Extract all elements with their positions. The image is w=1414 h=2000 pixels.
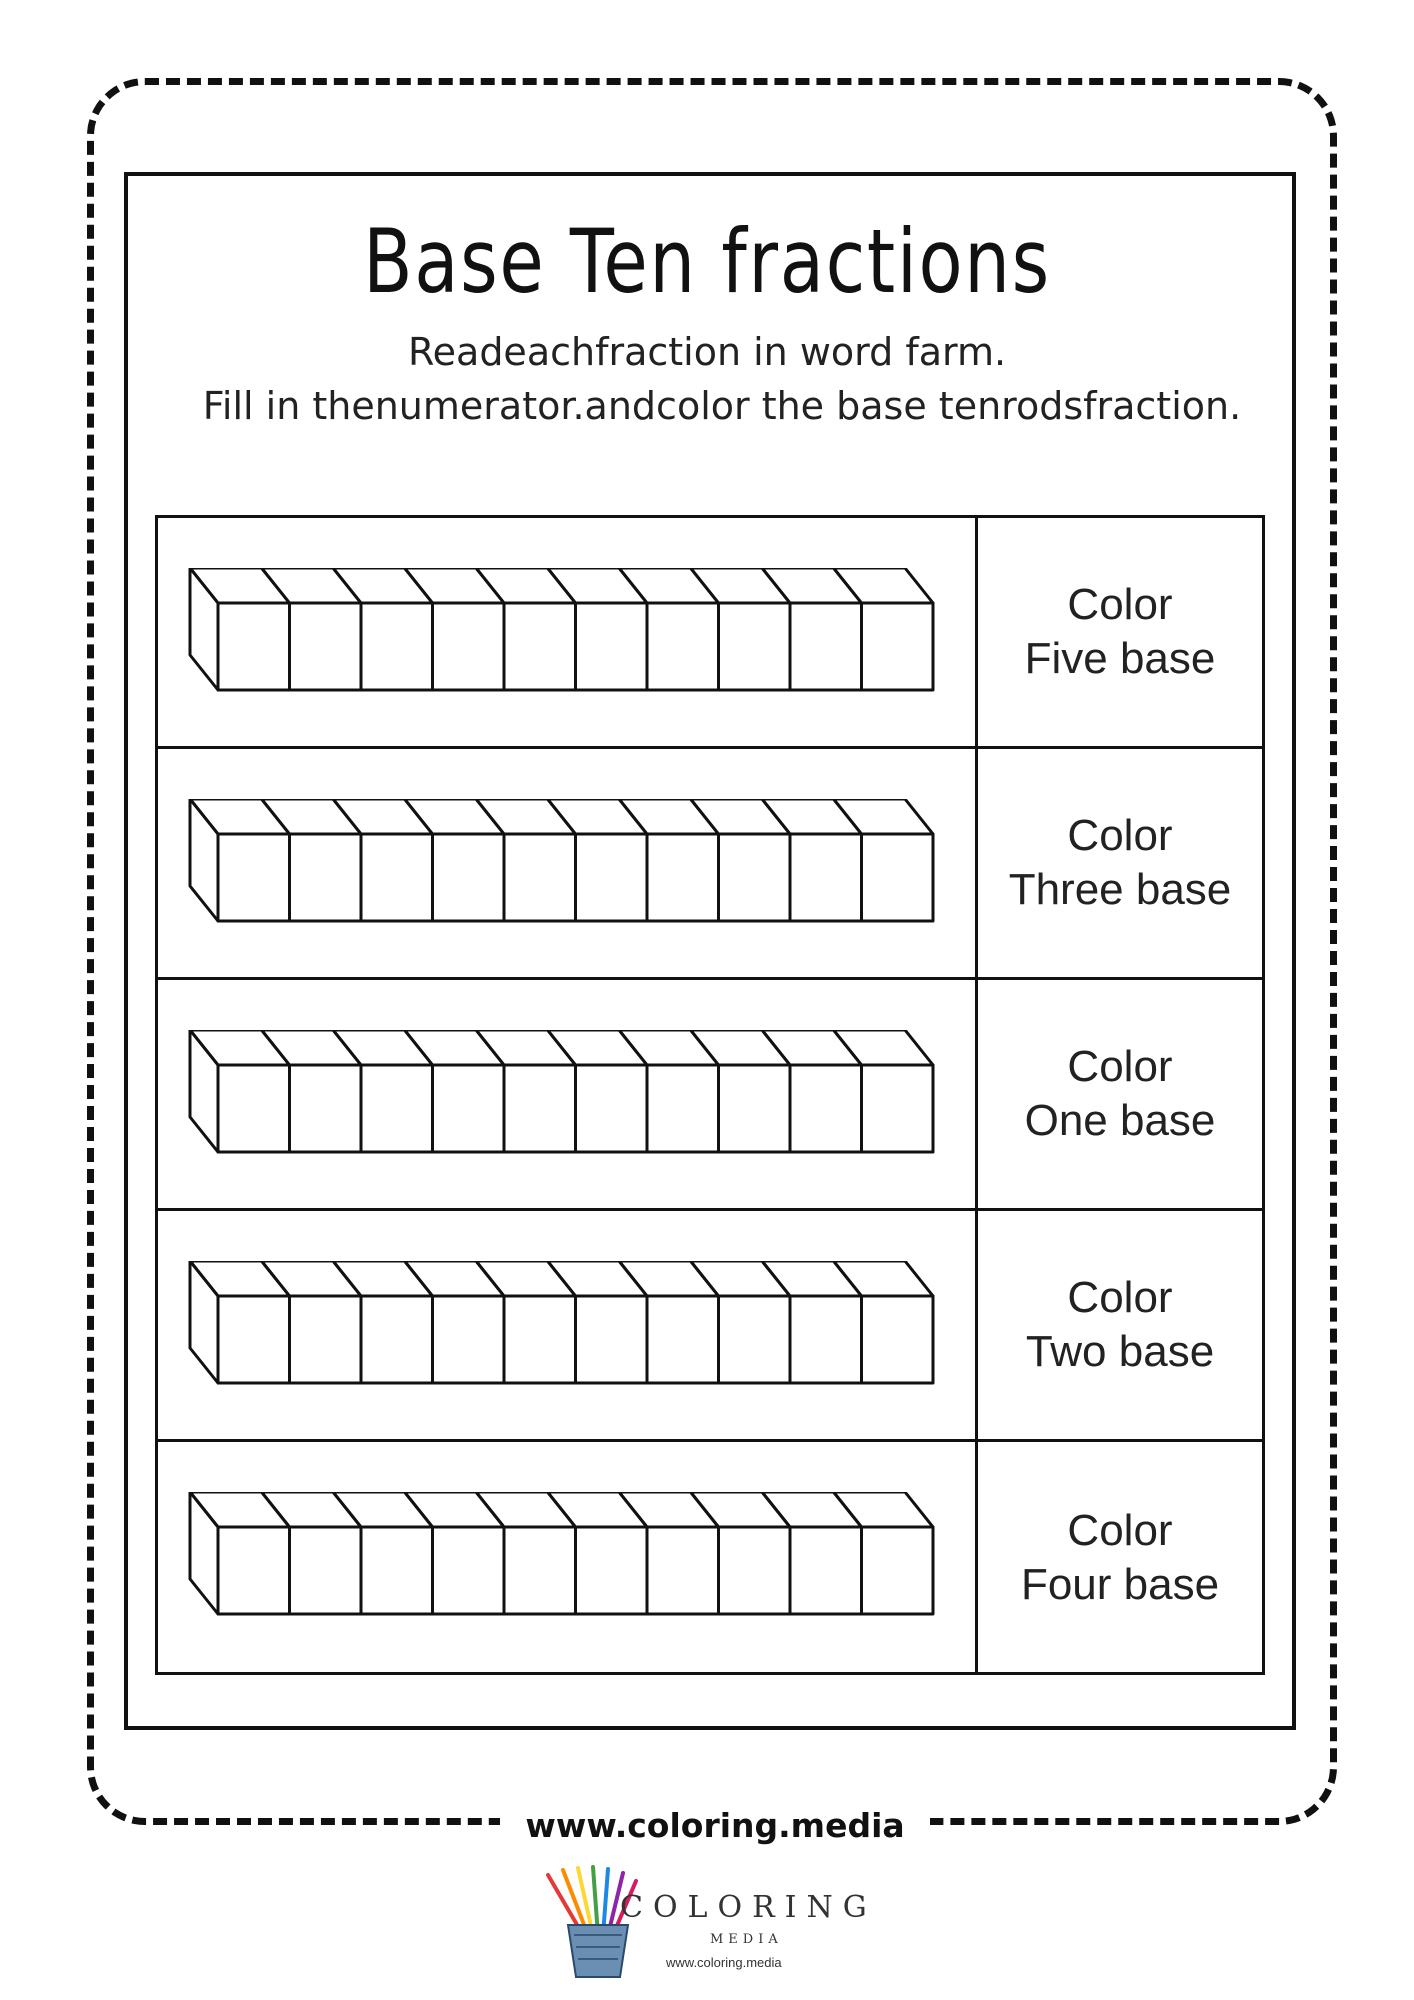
rod-cube-front[interactable]: [504, 1296, 576, 1383]
instruction-cell: [978, 1211, 1262, 1439]
table-row: [158, 1211, 1262, 1442]
instruction-line-1: Readeachfraction in word farm.: [407, 330, 1007, 374]
rod-cube-front[interactable]: [290, 834, 362, 921]
rod-cell: [158, 1442, 978, 1673]
rod-side-face[interactable]: [190, 1030, 218, 1152]
base-ten-rod[interactable]: [188, 799, 948, 924]
rod-side-face[interactable]: [190, 1261, 218, 1383]
rod-cube-front[interactable]: [647, 834, 719, 921]
rod-cell: [158, 980, 978, 1208]
rod-side-face[interactable]: [190, 1492, 218, 1614]
rod-cube-front[interactable]: [433, 1296, 505, 1383]
logo-wordmark: COLORING: [620, 1890, 877, 1925]
rod-cube-front[interactable]: [647, 1296, 719, 1383]
rod-cell: [158, 518, 978, 746]
table-row: [158, 980, 1262, 1211]
rod-cube-front[interactable]: [647, 1065, 719, 1152]
rod-cube-front[interactable]: [290, 1296, 362, 1383]
rod-cube-front[interactable]: [290, 1065, 362, 1152]
base-ten-rod[interactable]: [188, 1030, 948, 1155]
table-row: [158, 518, 1262, 749]
rod-cube-front[interactable]: [218, 1065, 290, 1152]
color-label: Color: [1067, 1273, 1173, 1322]
rod-cube-front[interactable]: [361, 834, 433, 921]
color-label: Color: [1067, 580, 1173, 629]
rod-cube-front[interactable]: [433, 603, 505, 690]
rod-cell: [158, 749, 978, 977]
rod-cube-front[interactable]: [862, 1296, 934, 1383]
count-label: One base: [1024, 1096, 1216, 1145]
rod-cube-front[interactable]: [719, 834, 791, 921]
rod-cube-front[interactable]: [862, 834, 934, 921]
count-label: Five base: [1024, 634, 1216, 683]
rod-cube-top[interactable]: [834, 1492, 934, 1527]
rod-cube-front[interactable]: [361, 1065, 433, 1152]
rod-cube-front[interactable]: [218, 834, 290, 921]
count-label: Four base: [1020, 1559, 1220, 1609]
logo-url: www.coloring.media: [666, 1955, 782, 1970]
rod-cube-front[interactable]: [433, 1527, 505, 1614]
rod-cube-front[interactable]: [576, 1065, 648, 1152]
color-label: Color: [1067, 1042, 1173, 1091]
instruction-cell: [978, 749, 1262, 977]
rod-cube-front[interactable]: [433, 1065, 505, 1152]
rod-cube-front[interactable]: [290, 603, 362, 690]
rod-cube-front[interactable]: [862, 1527, 934, 1614]
instruction-cell: [978, 1442, 1262, 1673]
base-ten-rod[interactable]: [188, 1492, 948, 1617]
count-label: Two base: [1025, 1327, 1215, 1376]
rod-cube-front[interactable]: [576, 834, 648, 921]
rod-cube-front[interactable]: [790, 1065, 862, 1152]
color-label: Color: [1067, 1505, 1173, 1555]
rod-cube-front[interactable]: [719, 603, 791, 690]
instruction-cell: [978, 518, 1262, 746]
rod-cube-front[interactable]: [504, 1065, 576, 1152]
rod-cube-front[interactable]: [719, 1296, 791, 1383]
rod-cube-top[interactable]: [834, 1261, 934, 1296]
base-ten-rod[interactable]: [188, 568, 948, 693]
rod-cube-top[interactable]: [834, 568, 934, 603]
color-label: Color: [1067, 811, 1173, 860]
rod-cube-front[interactable]: [504, 603, 576, 690]
rod-cube-front[interactable]: [719, 1527, 791, 1614]
rod-cube-front[interactable]: [576, 1527, 648, 1614]
rod-cube-front[interactable]: [504, 1527, 576, 1614]
rod-cube-front[interactable]: [790, 1296, 862, 1383]
base-ten-rod[interactable]: [188, 1261, 948, 1386]
rod-side-face[interactable]: [190, 799, 218, 921]
rod-cube-front[interactable]: [218, 1296, 290, 1383]
rod-cube-front[interactable]: [361, 1527, 433, 1614]
rod-cube-front[interactable]: [576, 1296, 648, 1383]
footer-url-container: [500, 1790, 930, 1860]
table-row: [158, 1442, 1262, 1673]
rod-cube-front[interactable]: [719, 1065, 791, 1152]
rod-cube-front[interactable]: [790, 834, 862, 921]
rod-cube-front[interactable]: [790, 1527, 862, 1614]
rod-cube-front[interactable]: [576, 603, 648, 690]
logo-subtitle: MEDIA: [710, 1932, 783, 1947]
instruction-cell: [978, 980, 1262, 1208]
rod-cube-front[interactable]: [290, 1527, 362, 1614]
rod-cube-front[interactable]: [862, 1065, 934, 1152]
rod-cube-front[interactable]: [647, 603, 719, 690]
footer-url[interactable]: www.coloring.media: [525, 1805, 905, 1845]
instruction-line-2: Fill in thenumerator.andcolor the base tenrodsfraction.: [202, 384, 1242, 428]
rod-cube-front[interactable]: [218, 1527, 290, 1614]
rod-side-face[interactable]: [190, 568, 218, 690]
count-label: Three base: [1008, 865, 1232, 914]
rod-cube-front[interactable]: [862, 603, 934, 690]
rod-cell: [158, 1211, 978, 1439]
rod-cube-front[interactable]: [218, 603, 290, 690]
rods-table: [155, 515, 1265, 1675]
rod-cube-top[interactable]: [834, 799, 934, 834]
rod-cube-front[interactable]: [361, 1296, 433, 1383]
page-title: Base Ten fractions: [363, 210, 1051, 313]
rod-cube-front[interactable]: [790, 603, 862, 690]
rod-cube-front[interactable]: [433, 834, 505, 921]
rod-cube-front[interactable]: [647, 1527, 719, 1614]
rod-cube-top[interactable]: [834, 1030, 934, 1065]
rod-cube-front[interactable]: [361, 603, 433, 690]
table-row: [158, 749, 1262, 980]
rod-cube-front[interactable]: [504, 834, 576, 921]
